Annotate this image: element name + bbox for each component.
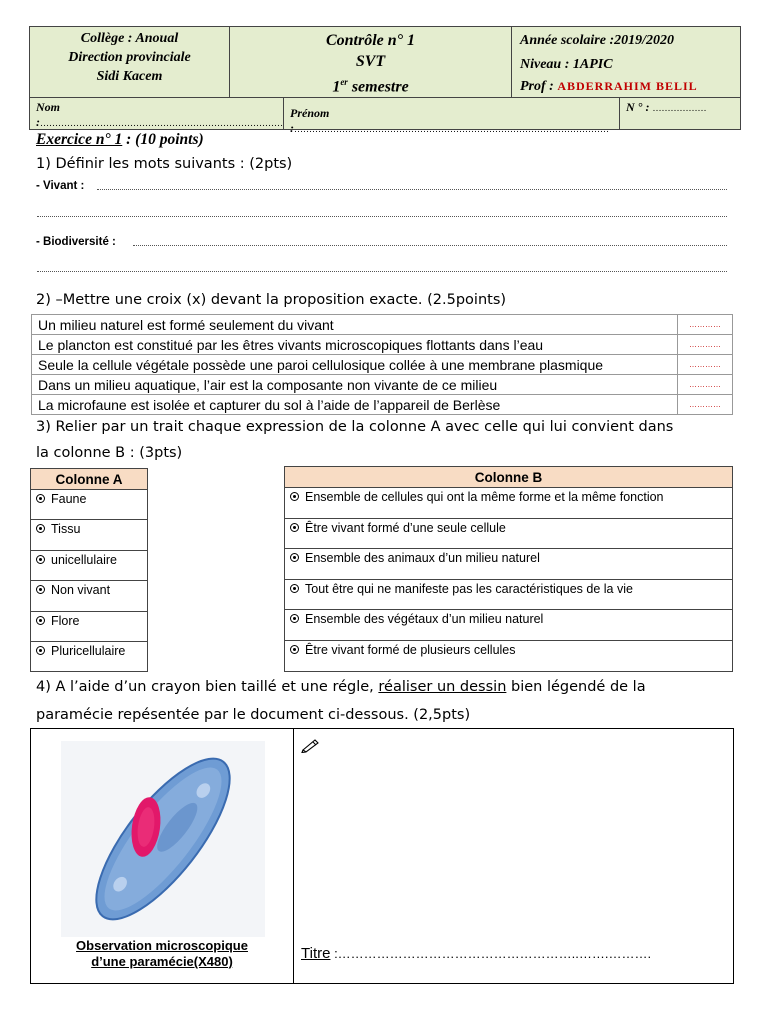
school-info (30, 27, 230, 97)
table-row (32, 395, 733, 415)
answer-box[interactable]: ………… (678, 315, 733, 335)
semester: 1er semestre (332, 77, 409, 96)
column-a-header: Colonne A (31, 469, 148, 490)
prof-name: ABDERRAHIM BELIL (557, 79, 698, 93)
prenom-field[interactable]: Prénom :…………………………………………………………………………………………… (284, 98, 620, 129)
level: Niveau : 1APIC (520, 57, 613, 72)
vivant-answer-line-2[interactable] (37, 216, 727, 217)
exercise-title: Exercice n° 1 : (10 points) (36, 131, 204, 148)
list-item[interactable]: Tout être qui ne manifeste pas les caractéristiques de la vie (285, 579, 733, 610)
statement: Dans un milieu aquatique, l’air est la composante non vivante de ce milieu (32, 375, 678, 395)
radio-dot-icon (36, 524, 45, 533)
list-item[interactable]: unicellulaire (31, 550, 148, 580)
q4-title-line-2: paramécie repésentée par le document ci-dessous. (2,5pts) (36, 707, 471, 723)
column-b-header: Colonne B (285, 467, 733, 488)
statement: Le plancton est constitué par les êtres vivants microscopiques flottants dans l’eau (32, 335, 678, 355)
image-caption: Observation microscopique d’une paramécie(X480) (76, 938, 248, 969)
column-a-table (30, 468, 148, 672)
biodiversite-answer-line-2[interactable] (37, 271, 727, 272)
q3-title-line-1: 3) Relier par un trait chaque expression de la colonne A avec celle qui lui convient dans (36, 419, 674, 435)
list-item[interactable]: Flore (31, 611, 148, 641)
answer-box[interactable]: ………… (678, 395, 733, 415)
drawing-title-field[interactable]: Titre :………………………………………………..…….………. (301, 945, 652, 962)
paramecium-image (61, 741, 265, 937)
list-item[interactable]: Être vivant formé d’une seule cellule (285, 518, 733, 549)
q2-table (31, 314, 733, 415)
list-item[interactable]: Faune (31, 490, 148, 520)
school-line-2: Direction provinciale (68, 50, 191, 65)
radio-dot-icon (290, 523, 299, 532)
school-year: Année scolaire :2019/2020 (520, 33, 674, 48)
control-info (230, 27, 512, 97)
column-b-table (284, 466, 733, 672)
answer-box[interactable]: ………… (678, 375, 733, 395)
q4-title-line-1: 4) A l’aide d’un crayon bien taillé et une régle, réaliser un dessin bien légendé de la (36, 679, 646, 695)
prof: Prof : ABDERRAHIM BELIL (520, 79, 698, 94)
control-title: Contrôle n° 1 (325, 32, 416, 49)
radio-dot-icon (290, 584, 299, 593)
biodiversite-answer-line-1[interactable] (133, 245, 727, 246)
table-row (32, 355, 733, 375)
student-id-row (29, 98, 741, 135)
radio-dot-icon (36, 555, 45, 564)
list-item[interactable]: Ensemble des végétaux d’un milieu naturel (285, 610, 733, 641)
q2-title: 2) –Mettre une croix (x) devant la proposition exacte. (2.5points) (36, 292, 507, 308)
list-item[interactable]: Non vivant (31, 581, 148, 611)
radio-dot-icon (36, 616, 45, 625)
radio-dot-icon (290, 645, 299, 654)
subject: SVT (355, 53, 386, 70)
table-row (32, 315, 733, 335)
year-info (512, 27, 742, 97)
radio-dot-icon (36, 646, 45, 655)
q3-title-line-2: la colonne B : (3pts) (36, 445, 183, 461)
radio-dot-icon (290, 553, 299, 562)
school-line-3: Sidi Kacem (96, 69, 163, 84)
table-row (32, 335, 733, 355)
drawing-area[interactable] (299, 749, 731, 935)
numero-field[interactable]: N ° : ……………… (626, 100, 707, 114)
list-item[interactable]: Pluricellulaire (31, 641, 148, 671)
header-table (29, 26, 741, 98)
answer-box[interactable]: ………… (678, 335, 733, 355)
nom-field[interactable]: Nom :……………………………………………………………………… (30, 98, 284, 129)
list-item[interactable]: Ensemble des animaux d’un milieu naturel (285, 549, 733, 580)
table-row (32, 375, 733, 395)
statement: Seule la cellule végétale possède une paroi cellulosique collée à une membrane plasmique (32, 355, 678, 375)
vivant-label: - Vivant : (36, 180, 85, 192)
list-item[interactable]: Être vivant formé de plusieurs cellules (285, 640, 733, 671)
list-item[interactable]: Ensemble de cellules qui ont la même forme et la même fonction (285, 488, 733, 519)
radio-dot-icon (36, 494, 45, 503)
statement: Un milieu naturel est formé seulement du vivant (32, 315, 678, 335)
radio-dot-icon (290, 492, 299, 501)
radio-dot-icon (290, 614, 299, 623)
drawing-box (30, 728, 734, 984)
school-line-1: Collège : Anoual (80, 31, 179, 46)
answer-box[interactable]: ………… (678, 355, 733, 375)
radio-dot-icon (36, 585, 45, 594)
list-item[interactable]: Tissu (31, 520, 148, 550)
biodiversite-label: - Biodiversité : (36, 236, 116, 248)
statement: La microfaune est isolée et capturer du sol à l’aide de l’appareil de Berlèse (32, 395, 678, 415)
drawing-box-divider (293, 729, 294, 983)
vivant-answer-line-1[interactable] (97, 189, 727, 190)
q1-title: 1) Définir les mots suivants : (2pts) (36, 156, 293, 172)
